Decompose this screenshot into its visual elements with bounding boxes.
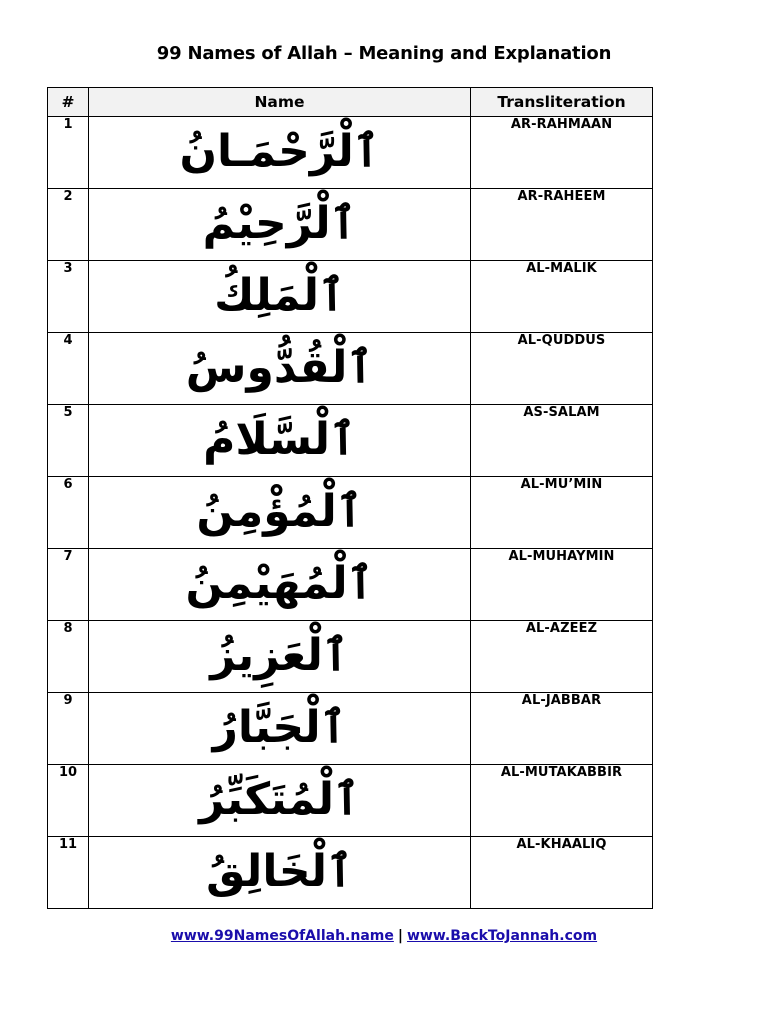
names-table bbox=[47, 87, 653, 909]
link-99namesofallah[interactable]: www.99NamesOfAllah.name bbox=[170, 928, 394, 944]
arabic-name-cell bbox=[89, 549, 471, 621]
transliteration: AL-AZEEZ bbox=[471, 621, 653, 693]
link-backtojannah[interactable]: www.BackToJannah.com bbox=[406, 928, 598, 944]
transliteration: AL-JABBAR bbox=[471, 693, 653, 765]
arabic-name-cell bbox=[89, 837, 471, 909]
row-number: 4 bbox=[48, 333, 89, 405]
row-number: 10 bbox=[48, 765, 89, 837]
arabic-name: ٱلْجَبَّارُ bbox=[212, 702, 347, 753]
column-header-name: Name bbox=[89, 88, 471, 117]
table-row bbox=[48, 261, 653, 333]
transliteration: AL-MUHAYMIN bbox=[471, 549, 653, 621]
arabic-name: ٱلْمُتَكَبِّرُ bbox=[199, 774, 360, 825]
table-row bbox=[48, 333, 653, 405]
table-row bbox=[48, 765, 653, 837]
table-row bbox=[48, 621, 653, 693]
transliteration: AR-RAHEEM bbox=[471, 189, 653, 261]
transliteration: AL-KHAALIQ bbox=[471, 837, 653, 909]
arabic-name: ٱلْمُؤْمِنُ bbox=[196, 486, 363, 537]
arabic-name-cell bbox=[89, 189, 471, 261]
arabic-name-cell bbox=[89, 693, 471, 765]
arabic-name: ٱلْسَّلَامُ bbox=[203, 414, 356, 465]
arabic-name-cell bbox=[89, 477, 471, 549]
row-number: 6 bbox=[48, 477, 89, 549]
table-row bbox=[48, 189, 653, 261]
table-row bbox=[48, 117, 653, 189]
page-title: 99 Names of Allah – Meaning and Explanation bbox=[156, 43, 612, 64]
table-header-row bbox=[48, 88, 653, 117]
column-header-transliteration: Transliteration bbox=[471, 88, 653, 117]
arabic-name-cell bbox=[89, 117, 471, 189]
arabic-name-cell bbox=[89, 261, 471, 333]
arabic-name-cell bbox=[89, 405, 471, 477]
arabic-name: ٱلْعَزِيزُ bbox=[210, 630, 349, 681]
row-number: 3 bbox=[48, 261, 89, 333]
arabic-name: ٱلْقُدُّوسُ bbox=[185, 342, 374, 393]
transliteration: AL-MALIK bbox=[471, 261, 653, 333]
row-number: 2 bbox=[48, 189, 89, 261]
row-number: 1 bbox=[48, 117, 89, 189]
arabic-name-cell bbox=[89, 621, 471, 693]
arabic-name: ٱلْرَّحِيْمُ bbox=[202, 198, 357, 249]
table-row bbox=[48, 837, 653, 909]
row-number: 5 bbox=[48, 405, 89, 477]
arabic-name-cell bbox=[89, 765, 471, 837]
table-row bbox=[48, 549, 653, 621]
table-row bbox=[48, 405, 653, 477]
transliteration: AS-SALAM bbox=[471, 405, 653, 477]
arabic-name: ٱلْمَلِكُ bbox=[214, 270, 345, 321]
row-number: 7 bbox=[48, 549, 89, 621]
transliteration: AL-QUDDUS bbox=[471, 333, 653, 405]
arabic-name-cell bbox=[89, 333, 471, 405]
row-number: 8 bbox=[48, 621, 89, 693]
transliteration: AL-MUTAKABBIR bbox=[471, 765, 653, 837]
column-header-number: # bbox=[48, 88, 89, 117]
table-row bbox=[48, 693, 653, 765]
row-number: 11 bbox=[48, 837, 89, 909]
arabic-name: ٱلْرَّحْمَـانُ bbox=[179, 126, 380, 177]
footer-separator: | bbox=[397, 928, 403, 944]
transliteration: AR-RAHMAAN bbox=[471, 117, 653, 189]
footer-links bbox=[0, 928, 768, 944]
table-row bbox=[48, 477, 653, 549]
arabic-name: ٱلْمُهَيْمِنُ bbox=[185, 558, 374, 609]
row-number: 9 bbox=[48, 693, 89, 765]
transliteration: AL-MU’MIN bbox=[471, 477, 653, 549]
arabic-name: ٱلْخَالِقُ bbox=[206, 846, 353, 897]
